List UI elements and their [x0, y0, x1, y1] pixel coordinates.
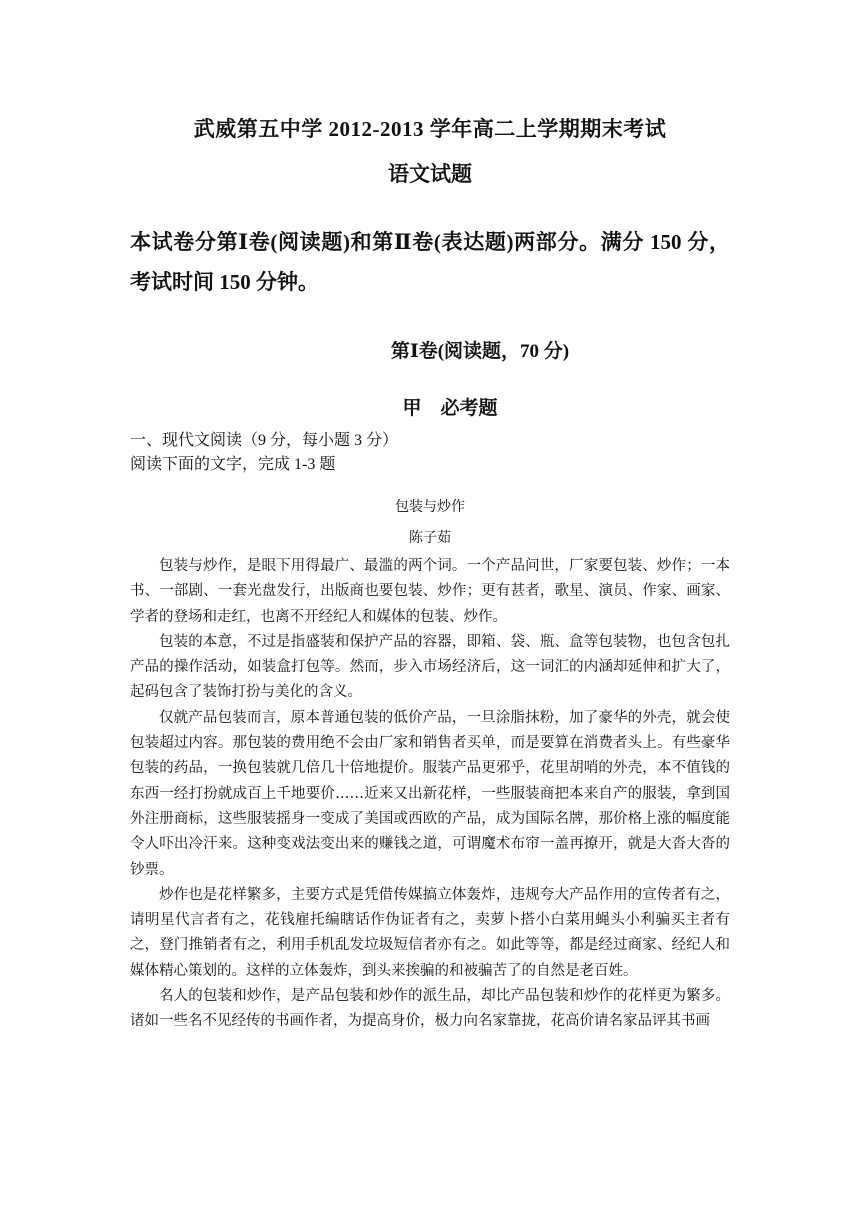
article-paragraph: 炒作也是花样繁多，主要方式是凭借传媒搞立体轰炸，违规夸大产品作用的宣传者有之，请明星代言者有之，花钱雇托编瞎话作伪证者有之，卖萝卜搭小白菜用蝇头小利骗买主者有之，登门推销者有之，利用手机乱发垃圾短信者亦有之。如此等等，都是经过商家、经纪人和媒体精心策划的。这样的立体轰炸，到头来挨骗的和被骗苦了的自然是老百姓。 [130, 886, 730, 979]
article-body [130, 554, 730, 1035]
exam-intro: 本试卷分第Ⅰ卷(阅读题)和第Ⅱ卷(表达题)两部分。满分 150 分，考试时间 150 分钟。 [130, 230, 730, 294]
article-paragraph: 包装的本意，不过是指盛装和保护产品的容器，即箱、袋、瓶、盒等包装物，也包含包扎产品的操作活动，如装盒打包等。然而，步入市场经济后，这一词汇的内涵却延伸和扩大了，起码包含了装饰打扮与美化的含义。 [130, 633, 730, 701]
section-jia-heading: 甲 必考题 [402, 398, 498, 419]
question-section-heading: 一、现代文阅读（9 分，每小题 3 分） [130, 432, 399, 449]
exam-subtitle: 语文试题 [388, 162, 472, 186]
article-paragraph: 包装与炒作，是眼下用得最广、最滥的两个词。一个产品问世，厂家要包装、炒作；一本书、一部剧、一套光盘发行，出版商也要包装、炒作；更有甚者，歌星、演员、作家、画家、学者的登场和走红，也离不开经纪人和媒体的包装、炒作。 [130, 558, 730, 625]
part1-heading: 第Ⅰ卷(阅读题，70 分) [390, 341, 570, 362]
article-paragraph: 仅就产品包装而言，原本普通包装的低价产品，一旦涂脂抹粉，加了豪华的外壳，就会使包装超过内容。那包装的费用绝不会由厂家和销售者买单，而是要算在消费者头上。有些豪华包装的药品，一换包装就几倍几十倍地提价。服装产品更邪乎，花里胡哨的外壳，本不值钱的东西一经打扮就成百上千地要价……近来又出新花样，一些服装商把本来自产的服装，拿到国外注册商标，这些服装摇身一变成了美国或西欧的产品，成为国际名牌，那价格上涨的幅度能令人吓出冷汗来。这种变戏法变出来的赚钱之道，可谓魔术布帘一盖再撩开，就是大沓大沓的钞票。 [130, 709, 730, 878]
question-section [130, 429, 398, 477]
article-title: 包装与炒作 [395, 499, 465, 515]
question-instruction: 阅读下面的文字，完成 1-3 题 [130, 456, 336, 473]
article-author: 陈子茹 [409, 530, 451, 546]
article-paragraph: 名人的包装和炒作，是产品包装和炒作的派生品，却比产品包装和炒作的花样更为繁多。诸如一些名不见经传的书画作者，为提高身价，极力向名家靠拢，花高价请名家品评其书画 [130, 988, 730, 1030]
exam-title: 武威第五中学 2012-2013 学年高二上学期期末考试 [193, 117, 667, 141]
